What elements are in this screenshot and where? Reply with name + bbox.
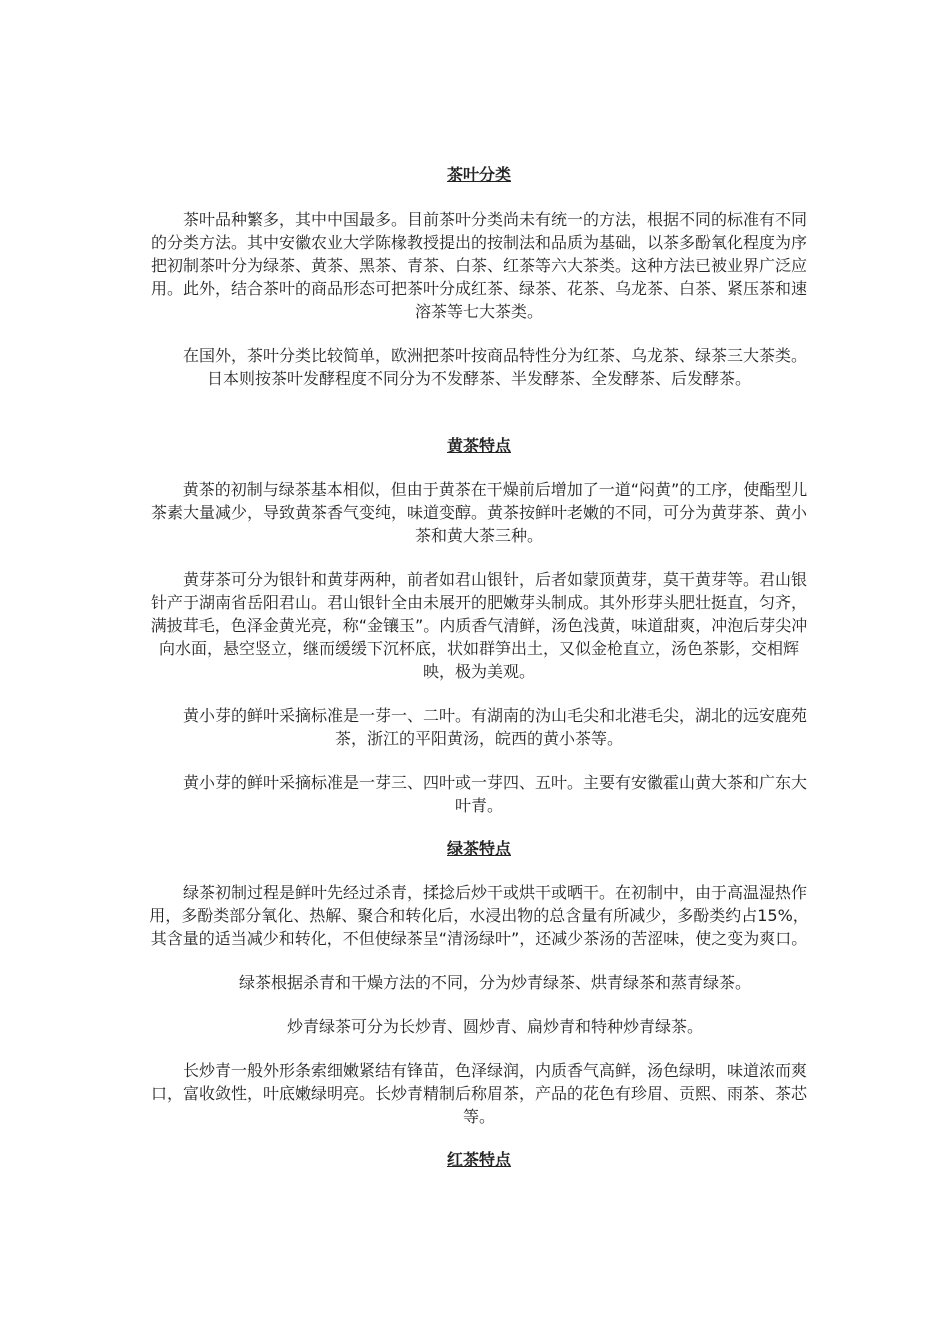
paragraph: 茶叶品种繁多，其中中国最多。目前茶叶分类尚未有统一的方法，根据不同的标准有不同的分类方法。其中安徽农业大学陈椽教授提出的按制法和品质为基础，以茶多酚氧化程度为序把初制茶叶分为绿茶、黄茶、黑茶、青茶、白茶、红茶等六大茶类。这种方法已被业界广泛应用。此外，结合茶叶的商品形态可把茶叶分成红茶、绿茶、花茶、乌龙茶、白茶、紧压茶和速溶茶等七大茶类。: [150, 210, 807, 321]
section-yellow-tea: [148, 434, 810, 817]
paragraph: 黄小芽的鲜叶采摘标准是一芽一、二叶。有湖南的沩山毛尖和北港毛尖，湖北的远安鹿苑茶，浙江的平阳黄汤，皖西的黄小茶等。: [182, 706, 807, 748]
document-page: [148, 163, 810, 1172]
section-title: 茶叶分类: [446, 165, 511, 184]
paragraph: 黄小芽的鲜叶采摘标准是一芽三、四叶或一芽四、五叶。主要有安徽霍山黄大茶和广东大叶青。: [182, 773, 807, 815]
paragraph: 绿茶初制过程是鲜叶先经过杀青，揉捻后炒干或烘干或晒干。在初制中，由于高温湿热作用，多酚类部分氧化、热解、聚合和转化后，水浸出物的总含量有所减少，多酚类约占15%，其含量的适当减少和转化，不但使绿茶呈“清汤绿叶”，还减少茶汤的苦涩味，使之变为爽口。: [149, 883, 809, 948]
section-black-tea: [148, 1148, 810, 1172]
section-title: 黄茶特点: [446, 436, 511, 455]
section-tea-classification: [148, 163, 810, 390]
paragraph: 黄芽茶可分为银针和黄芽两种，前者如君山银针，后者如蒙顶黄芽，莫干黄芽等。君山银针产于湖南省岳阳君山。君山银针全由未展开的肥嫩芽头制成。其外形芽头肥壮挺直，匀齐，满披茸毛，色泽金黄光亮，称“金镶玉”。内质香气清鲜，汤色浅黄，味道甜爽，冲泡后芽尖冲向水面，悬空竖立，继而缓缓下沉杯底，状如群笋出土，又似金枪直立，汤色茶影，交相辉映，极为美观。: [150, 570, 808, 681]
paragraph: 长炒青一般外形条索细嫩紧结有锋苗，色泽绿润，内质香气高鲜，汤色绿明，味道浓而爽口，富收敛性，叶底嫩绿明亮。长炒青精制后称眉茶，产品的花色有珍眉、贡熙、雨茶、茶芯等。: [150, 1061, 807, 1126]
section-title: 红茶特点: [446, 1150, 511, 1169]
section-title: 绿茶特点: [446, 839, 511, 858]
paragraph: 在国外，茶叶分类比较简单，欧洲把茶叶按商品特性分为红茶、乌龙茶、绿茶三大茶类。日本则按茶叶发酵程度不同分为不发酵茶、半发酵茶、全发酵茶、后发酵茶。: [182, 346, 807, 388]
section-green-tea: [148, 837, 810, 1128]
paragraph: 炒青绿茶可分为长炒青、圆炒青、扁炒青和特种炒青绿茶。: [286, 1017, 703, 1036]
paragraph: 绿茶根据杀青和干燥方法的不同，分为炒青绿茶、烘青绿茶和蒸青绿茶。: [238, 973, 751, 992]
paragraph: 黄茶的初制与绿茶基本相似，但由于黄茶在干燥前后增加了一道“闷黄”的工序，使酯型儿茶素大量减少，导致黄茶香气变纯，味道变醇。黄茶按鲜叶老嫩的不同，可分为黄芽茶、黄小茶和黄大茶三种。: [150, 480, 808, 545]
